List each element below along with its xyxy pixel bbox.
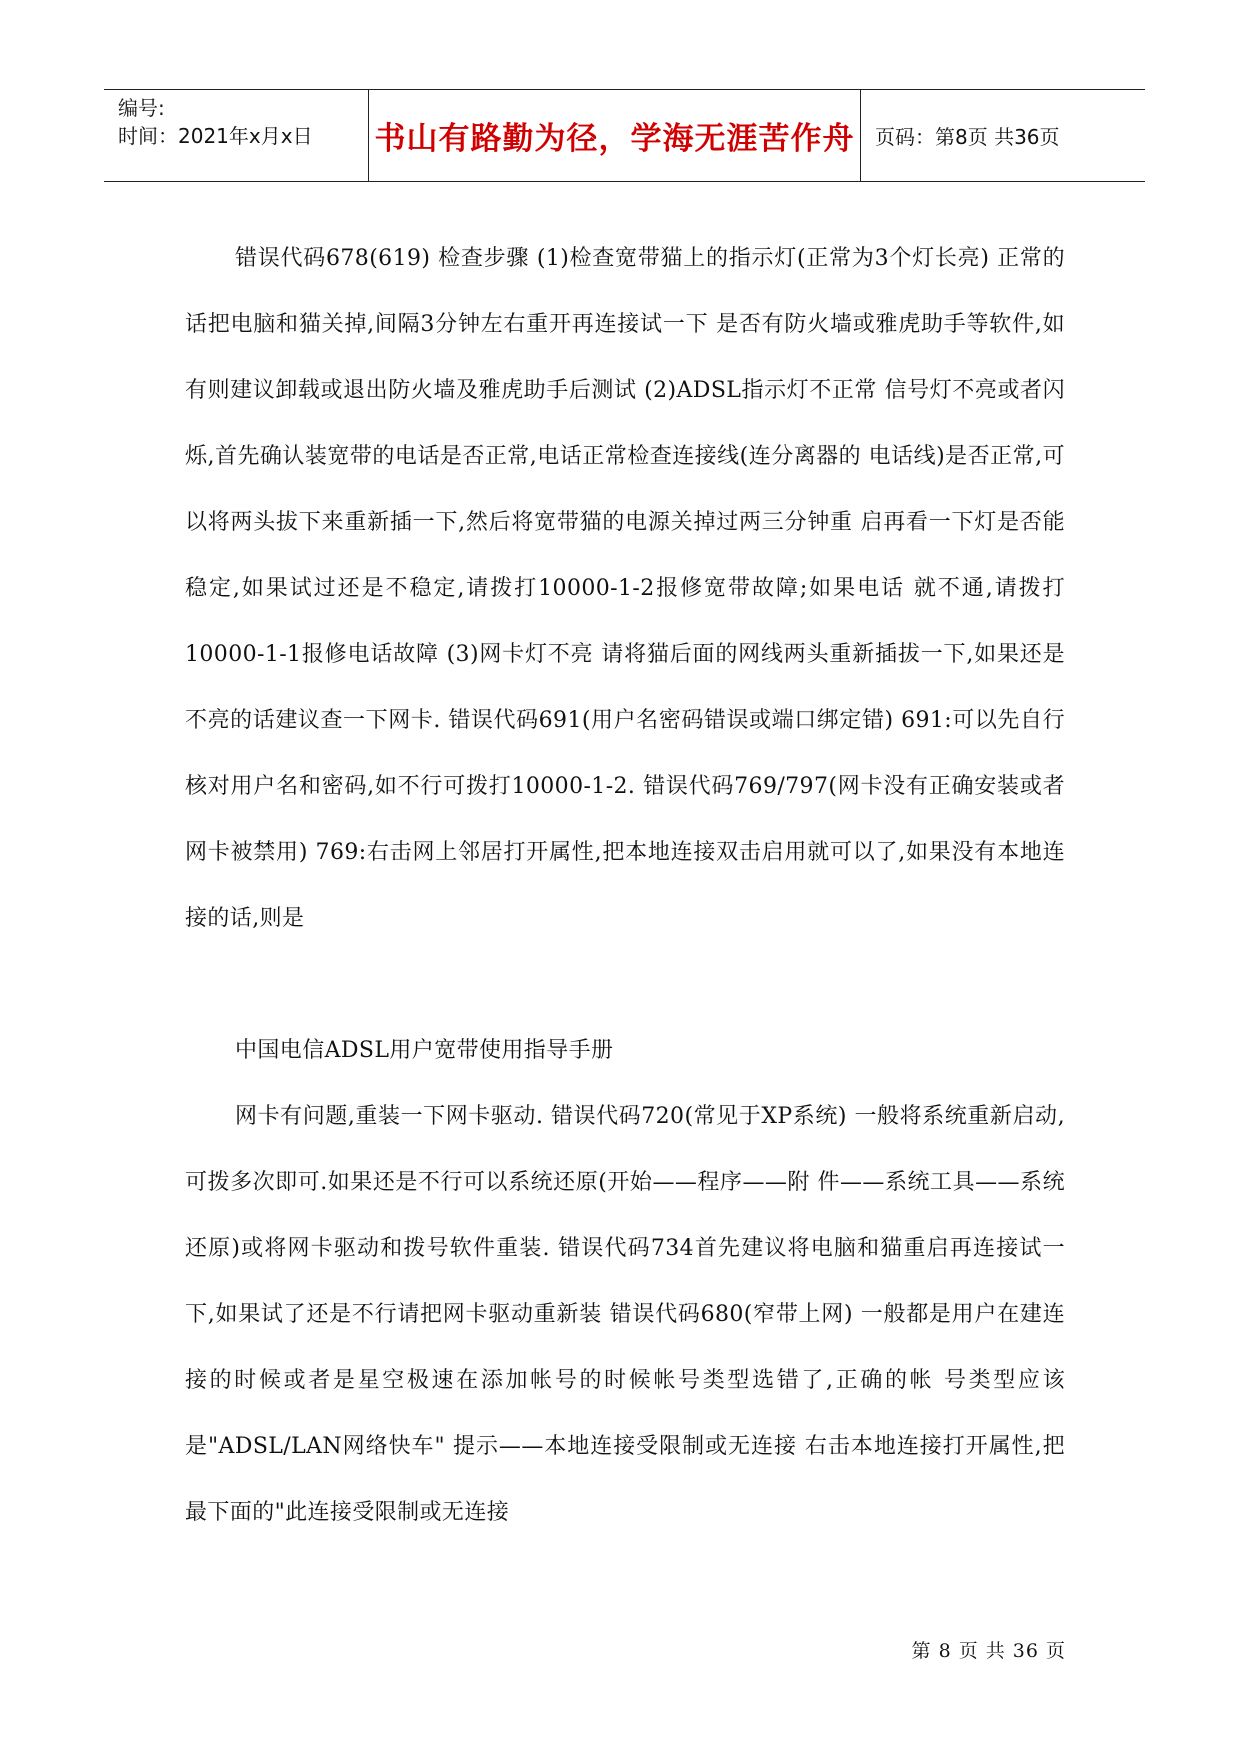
document-body xyxy=(185,226,1065,1546)
body-paragraph-3: 网卡有问题,重装一下网卡驱动. 错误代码720(常见于XP系统) 一般将系统重新启动,可拨多次即可.如果还是不行可以系统还原(开始——程序——附 件——系统工具——系统还原)或将网卡驱动和拨号软件重装. 错误代码734首先建议将电脑和猫重启再连接试一下,如果试了还是不行请把网卡驱动重新装 错误代码680(窄带上网) 一般都是用户在建连接的时候或者是星空极速在添加帐号的时候帐号类型选错了,正确的帐 号类型应该是"ADSL/LAN网络快车" 提示——本地连接受限制或无连接 右击本地连接打开属性,把最下面的"此连接受限制或无连接 xyxy=(185,1104,1065,1525)
header-page-number: 页码：第8页 共36页 xyxy=(875,125,1060,149)
body-paragraph-2: 中国电信ADSL用户宽带使用指导手册 xyxy=(235,1038,614,1063)
header-meta xyxy=(104,90,369,181)
document-time-label: 时间：2021年x月x日 xyxy=(118,124,313,148)
page-header xyxy=(104,89,1145,182)
body-paragraph-1: 错误代码678(619) 检查步骤 (1)检查宽带猫上的指示灯(正常为3个灯长亮) 正常的话把电脑和猫关掉,间隔3分钟左右重开再连接试一下 是否有防火墙或雅虎助手等软件,如有则建议卸载或退出防火墙及雅虎助手后测试 (2)ADSL指示灯不正常 信号灯不亮或者闪烁,首先确认装宽带的电话是否正常,电话正常检查连接线(连分离器的 电话线)是否正常,可以将两头拔下来重新插一下,然后将宽带猫的电源关掉过两三分钟重 启再看一下灯是否能稳定,如果试过还是不稳定,请拨打10000-1-2报修宽带故障;如果电话 就不通,请拨打10000-1-1报修电话故障 (3)网卡灯不亮 请将猫后面的网线两头重新插拔一下,如果还是不亮的话建议查一下网卡. 错误代码691(用户名密码错误或端口绑定错) 691:可以先自行核对用户名和密码,如不行可拨打10000-1-2. 错误代码769/797(网卡没有正确安装或者网卡被禁用) 769:右击网上邻居打开属性,把本地连接双击启用就可以了,如果没有本地连接的话,则是 xyxy=(185,246,1065,931)
page-footer: 第 8 页 共 36 页 xyxy=(911,1640,1066,1662)
document-number-label: 编号: xyxy=(118,96,165,120)
paragraph-gap xyxy=(185,952,1065,1018)
header-motto: 书山有路勤为径，学海无涯苦作舟 xyxy=(369,90,861,181)
